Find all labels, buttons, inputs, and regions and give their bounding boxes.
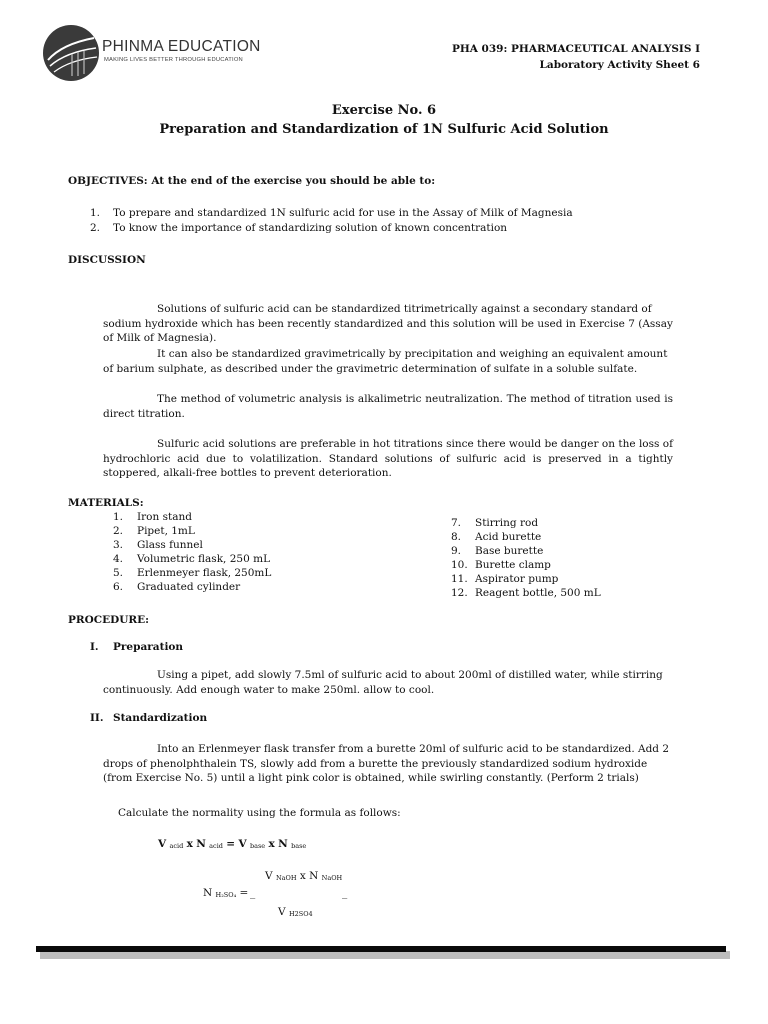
objective-text: To know the importance of standardizing solution of known concentration [113, 222, 508, 234]
logo-tagline: MAKING LIVES BETTER THROUGH EDUCATION [104, 57, 243, 63]
calc-intro: Calculate the normality using the formula as follows: [118, 807, 401, 819]
fraction-line-left: _ [250, 887, 256, 899]
discussion-paragraph: The method of volumetric analysis is alkalimetric neutralization. The method of titration used is direct titration. [103, 393, 673, 420]
exercise-number: Exercise No. 6 [331, 103, 437, 118]
discussion-paragraph: It can also be standardized gravimetrically by precipitation and weighing an equivalent amount of barium sulphate, as described under the gravimetric determination of sulfate in a soluble sulfate. [103, 348, 668, 375]
list-item: 2. Pipet, 1mL [113, 524, 195, 537]
discussion-heading: DISCUSSION [68, 254, 146, 266]
list-item: 1. Iron stand [113, 511, 192, 523]
list-item: 9. Base burette [451, 544, 544, 557]
logo-name: PHINMA EDUCATION [102, 38, 261, 55]
objective-item [90, 207, 573, 219]
procedure-text: Using a pipet, add slowly 7.5ml of sulfuric acid to about 200ml of distilled water, while stirring continuously. Add enough water to make 250ml. allow to cool. [103, 669, 663, 696]
logo-emblem-icon [42, 24, 100, 82]
exercise-title: Preparation and Standardization of 1N Sulfuric Acid Solution [159, 122, 609, 137]
objective-text: To prepare and standardized 1N sulfuric acid for use in the Assay of Milk of Magnesia [113, 207, 573, 219]
list-item: 11. Aspirator pump [451, 572, 559, 585]
list-item: 3. Glass funnel [113, 538, 203, 551]
list-item: 10. Burette clamp [451, 558, 551, 571]
procedure-section-title: II. Standardization [90, 712, 208, 724]
footer-rule [36, 946, 726, 952]
procedure-heading: PROCEDURE: [68, 614, 149, 626]
list-item: 12. Reagent bottle, 500 mL [451, 586, 601, 599]
procedure-text: Into an Erlenmeyer flask transfer from a burette 20ml of sulfuric acid to be standardized. Add 2 drops of phenolphthalein TS, slowly add from a burette the previously standardized sodium hydroxide (from Exercise No. 5) until a light pink color is obtained, while swirling constantly. (Perform 2 trials) [103, 743, 670, 784]
objective-number: 1. [90, 207, 101, 219]
fraction-lhs: N H₂SO₄ = [203, 887, 249, 899]
fraction-numerator: V NaOH x N NaOH [265, 870, 343, 882]
footer-rule-shadow [40, 951, 730, 959]
sheet-label: Laboratory Activity Sheet 6 [539, 59, 700, 71]
list-item: 6. Graduated cylinder [113, 580, 241, 593]
materials-heading: MATERIALS: [68, 497, 144, 509]
objectives-heading: OBJECTIVES: At the end of the exercise you should be able to: [68, 175, 436, 187]
materials-list-left [113, 511, 271, 594]
procedure-section-title: I. Preparation [90, 641, 184, 653]
materials-list-right [451, 517, 601, 600]
list-item: 7. Stirring rod [451, 517, 539, 529]
course-code: PHA 039: PHARMACEUTICAL ANALYSIS I [451, 43, 700, 55]
fraction-denominator: V H2SO4 [278, 906, 313, 918]
normality-equation: V acid x N acid = V base x N base [158, 838, 307, 850]
objective-number: 2. [90, 222, 101, 234]
discussion-paragraph: Solutions of sulfuric acid can be standardized titrimetrically against a secondary standard of sodium hydroxide which has been recently standardized and this solution will be used in Exercise 7 (Assay of Milk of Magnesia). [103, 303, 673, 344]
list-item: 8. Acid burette [451, 530, 542, 543]
list-item: 5. Erlenmeyer flask, 250mL [113, 566, 272, 579]
phinma-logo [42, 24, 261, 84]
fraction-line-right: _ [342, 887, 348, 899]
list-item: 4. Volumetric flask, 250 mL [113, 552, 271, 565]
objective-item [90, 222, 507, 234]
discussion-paragraph: Sulfuric acid solutions are preferable in hot titrations since there would be danger on the loss of hydrochloric acid due to volatilization. Standard solutions of sulfuric acid is preserved in a tightly stoppered, alkali-free bottles to prevent deterioration. [103, 438, 673, 479]
